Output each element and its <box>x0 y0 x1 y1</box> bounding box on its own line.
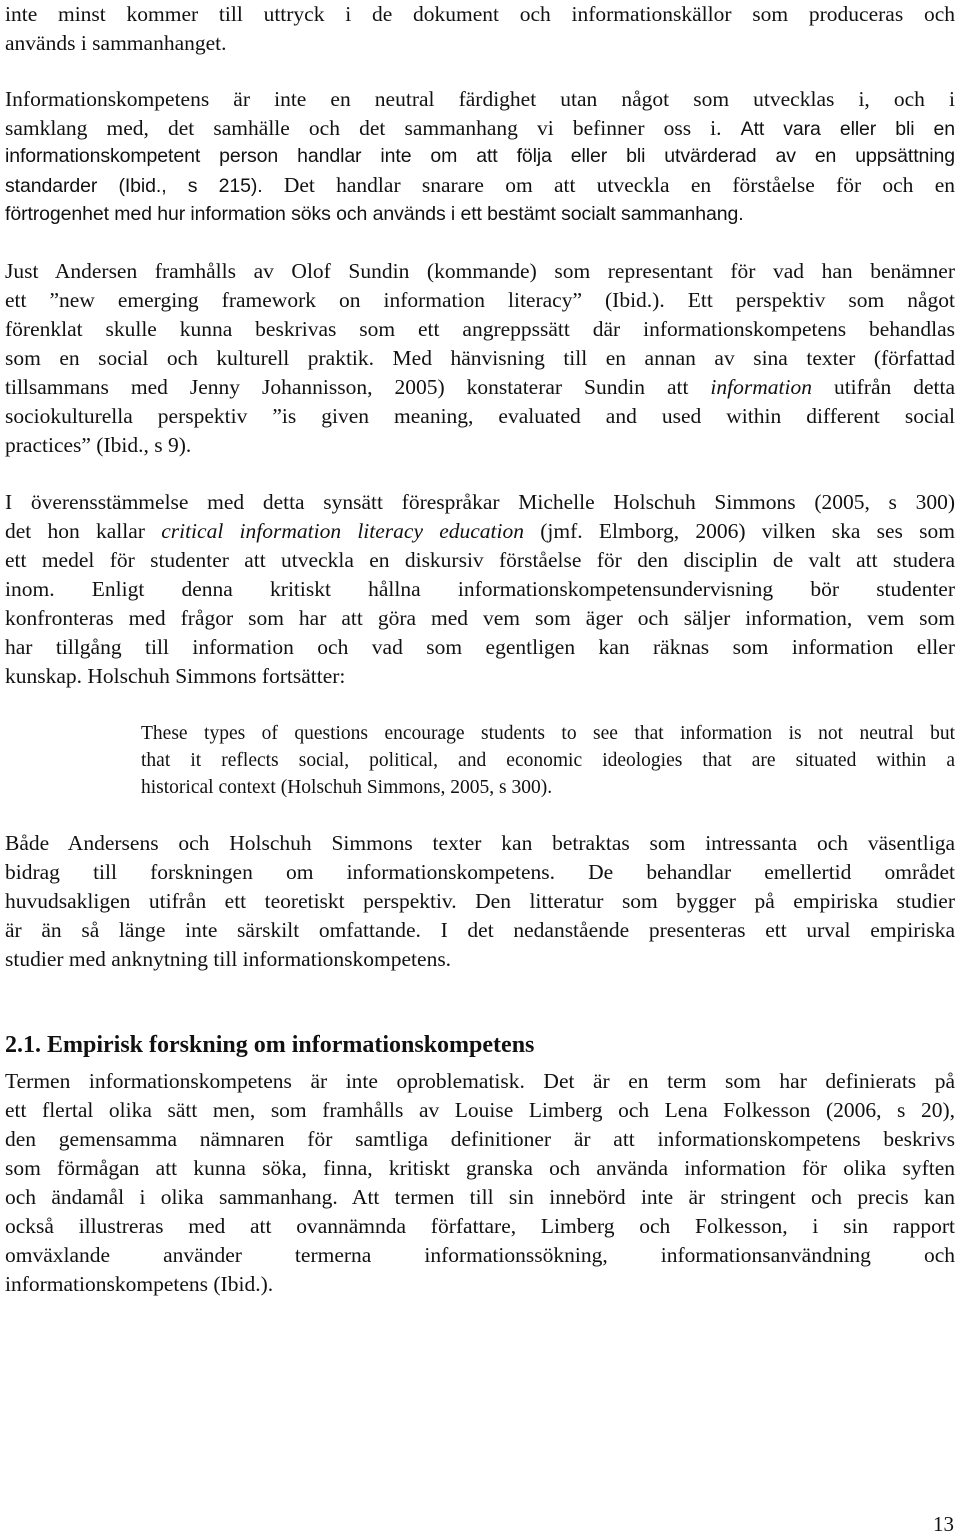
paragraph-line: sociokulturella perspektiv ”is given meaning, evaluated and used within different social <box>5 404 955 428</box>
block-quote-line: that it reflects social, political, and economic ideologies that are situated within a <box>141 750 955 771</box>
paragraph-line: practices” (Ibid., s 9). <box>5 433 192 457</box>
paragraph-line: ett flertal olika sätt men, som framhålls av Louise Limberg och Lena Folkesson (2006, s 20), <box>5 1098 955 1122</box>
paragraph-line <box>5 517 955 546</box>
block-quote-line: historical context (Holschuh Simmons, 2005, s 300). <box>141 777 553 798</box>
paragraph-line: Just Andersen framhålls av Olof Sundin (kommande) som representant för vad han benämner <box>5 259 955 283</box>
page-number: 13 <box>933 1512 954 1536</box>
text-run: tillsammans med Jenny Johannisson, 2005) konstaterar Sundin att <box>5 375 689 399</box>
paragraph-line: Termen informationskompetens är inte oproblematisk. Det är en term som har definierats på <box>5 1069 955 1093</box>
section-heading: 2.1. Empirisk forskning om informationskompetens <box>5 1032 535 1058</box>
paragraph-line: också illustreras med att ovannämnda författare, Limberg och Folkesson, i sin rapport <box>5 1214 955 1238</box>
paragraph-line: ett ”new emerging framework on information literacy” (Ibid.). Ett perspektiv som något <box>5 288 955 312</box>
paragraph-line: som en social och kulturell praktik. Med hänvisning till en annan av sina texter (författad <box>5 346 955 370</box>
paragraph-line: Både Andersens och Holschuh Simmons texter kan betraktas som intressanta och väsentliga <box>5 831 955 855</box>
emphasis-text: information <box>710 375 812 399</box>
text-run: utifrån detta <box>833 375 955 399</box>
emphasis-text: critical information literacy education <box>161 519 525 543</box>
paragraph-line: förtrogenhet med hur information söks och används i ett bestämt socialt sammanhang. <box>5 203 744 225</box>
paragraph-line: studier med anknytning till informationskompetens. <box>5 947 452 971</box>
text-run: Det handlar snarare om att utveckla en förståelse för och en <box>283 173 956 197</box>
text-run: det hon kallar <box>5 519 145 543</box>
paragraph-line: och ändamål i olika sammanhang. Att termen till sin innebörd inte är stringent och precis kan <box>5 1185 955 1209</box>
paragraph-line: konfronteras med frågor som har att göra med vem som äger och säljer information, vem som <box>5 606 955 630</box>
paragraph-line: inte minst kommer till uttryck i de dokument och informationskällor som produceras och <box>5 2 955 26</box>
paragraph-line: används i sammanhanget. <box>5 31 227 55</box>
paragraph-line <box>5 373 955 402</box>
text-run: (jmf. Elmborg, 2006) vilken ska ses som <box>540 519 956 543</box>
text-run: samklang med, det samhälle och det sammanhang vi befinner oss i. <box>5 116 722 140</box>
text-run: Att vara eller bli en <box>740 118 956 140</box>
paragraph-line: huvudsakligen utifrån ett teoretiskt perspektiv. Den litteratur som bygger på empiriska studier <box>5 889 955 913</box>
paragraph-line: Informationskompetens är inte en neutral färdighet utan något som utvecklas i, och i <box>5 87 955 111</box>
paragraph-line <box>5 114 955 143</box>
paragraph-line: inom. Enligt denna kritiskt hållna informationskompetensundervisning bör studenter <box>5 577 955 601</box>
paragraph-line: är än så länge inte särskilt omfattande. I det nedanstående presenteras ett urval empiriska <box>5 918 955 942</box>
block-quote-line: These types of questions encourage students to see that information is not neutral but <box>141 723 955 744</box>
paragraph-line: informationskompetens (Ibid.). <box>5 1272 274 1296</box>
paragraph-line: omväxlande använder termerna informationssökning, informationsanvändning och <box>5 1243 955 1267</box>
paragraph-line: den gemensamma nämnaren för samtliga definitioner är att informationskompetens beskrivs <box>5 1127 955 1151</box>
paragraph-line <box>5 171 955 200</box>
paragraph-line: ett medel för studenter att utveckla en diskursiv förståelse för den disciplin de valt att studera <box>5 548 955 572</box>
paragraph-line: förenklat skulle kunna beskrivas som ett angreppssätt där informationskompetens behandlas <box>5 317 955 341</box>
paragraph-line: kunskap. Holschuh Simmons fortsätter: <box>5 664 346 688</box>
paragraph-line: I överensstämmelse med detta synsätt förespråkar Michelle Holschuh Simmons (2005, s 300) <box>5 490 955 514</box>
paragraph-line: som förmågan att kunna söka, finna, kritiskt granska och använda information för olika syften <box>5 1156 955 1180</box>
paragraph-line: har tillgång till information och vad som egentligen kan räknas som information eller <box>5 635 955 659</box>
paragraph-line: bidrag till forskningen om informationskompetens. De behandlar emellertid området <box>5 860 955 884</box>
paragraph-line: informationskompetent person handlar inte om att följa eller bli utvärderad av en uppsättning <box>5 145 955 167</box>
text-run: standarder (Ibid., s 215). <box>5 175 263 197</box>
